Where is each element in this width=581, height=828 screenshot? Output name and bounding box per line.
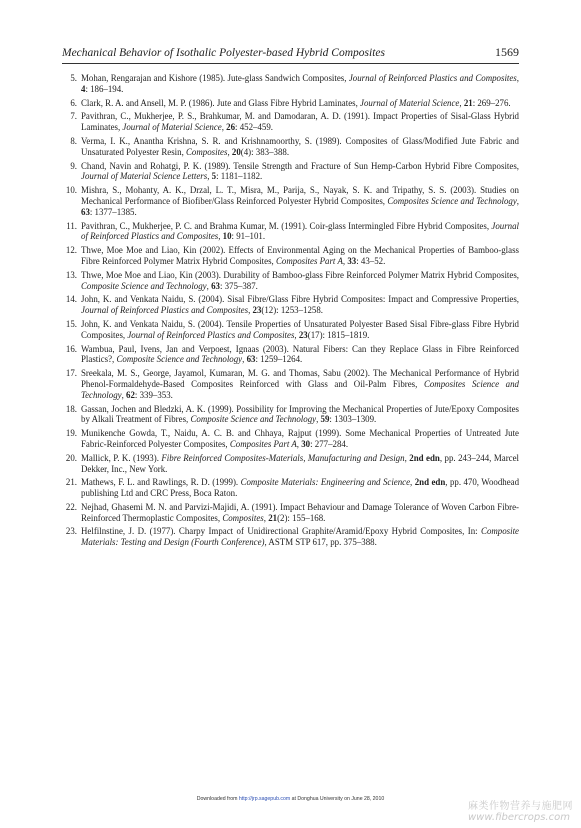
- reference-number: 19.: [65, 428, 77, 439]
- reference-volume: 59: [320, 414, 330, 425]
- reference-item: [62, 477, 519, 499]
- reference-volume: 23: [298, 329, 308, 340]
- reference-segment: : 186–194.: [85, 83, 124, 94]
- reference-volume: 2nd edn: [414, 477, 446, 488]
- reference-text: [81, 319, 519, 341]
- reference-volume: 30: [301, 438, 311, 449]
- reference-source: Composite Science and Technology: [81, 280, 207, 291]
- reference-segment: : 339–353.: [134, 389, 173, 400]
- reference-segment: Wambua, Paul, Ivens, Jan and Verpoest, Ignaas (2003). Natural Fibers: Can they Replace Glass in Fibre Reinforced Plastics?,: [81, 343, 519, 365]
- reference-segment: ,: [316, 414, 321, 425]
- reference-volume: 23: [252, 305, 262, 316]
- reference-source: Composites Part A: [229, 438, 297, 449]
- reference-segment: Pavithran, C., Mukherjee, P. C. and Brahma Kumar, M. (1991). Coir-glass Intermingled Fibre Hybrid Composites,: [81, 220, 492, 231]
- reference-source: Composite Science and Technology: [116, 354, 243, 365]
- reference-volume: 5: [211, 171, 217, 182]
- reference-segment: ,: [221, 122, 227, 133]
- reference-segment: : 1303–1309.: [329, 414, 377, 425]
- reference-source: Composites Science and Technology: [387, 195, 517, 206]
- reference-source: Composites: [222, 512, 264, 523]
- reference-segment: ,: [516, 195, 520, 206]
- reference-number: 6.: [70, 97, 77, 108]
- reference-source: Journal of Material Science: [360, 97, 460, 108]
- reference-segment: John, K. and Venkata Naidu, S. (2004). Sisal Fibre/Glass Fibre Hybrid Composites: Impact and Compressive Properties,: [81, 294, 519, 305]
- reference-segment: Munikenche Gowda, T., Naidu, A. C. B. and Chhaya, Rajput (1999). Some Mechanical Properties of Untreated Jute Fabric-Reinforced Polyester Composites,: [81, 428, 519, 449]
- reference-segment: Pavithran, C., Mukherjee, P. S., Brahkumar, M. and Damodaran, A. D. (1991). Impact Properties of Sisal-Glass Hybrid Laminates,: [81, 111, 519, 133]
- reference-item: [62, 368, 519, 400]
- reference-segment: ,: [242, 354, 247, 365]
- reference-text: [81, 161, 519, 183]
- reference-segment: Thwe, Moe Moe and Liao, Kin (2002). Effects of Environmental Aging on the Mechanical Properties of Bamboo-glass Fibre Reinforced Polymer Matrix Hybrid Composites,: [81, 245, 519, 266]
- reference-volume: 63: [246, 354, 256, 365]
- reference-segment: : 91–101.: [231, 231, 266, 242]
- reference-number: 13.: [65, 269, 77, 280]
- reference-text: [81, 294, 519, 316]
- reference-segment: Sreekala, M. S., George, Jayamol, Kumaran, M. G. and Thomas, Sabu (2002). The Mechanical Performance of Hybrid Phenol-Formaldehyde-Based Composites Reinforced with Glass and Oil-Palm Fibres,: [81, 368, 519, 389]
- reference-text: [81, 502, 519, 524]
- reference-text: [81, 98, 519, 109]
- reference-source: Composite Materials: Engineering and Science: [240, 477, 411, 488]
- reference-source: Journal of Material Science Letters: [81, 171, 208, 182]
- reference-number: 17.: [65, 368, 77, 379]
- reference-number: 12.: [65, 245, 77, 256]
- reference-text: [81, 368, 519, 400]
- reference-segment: Gassan, Jochen and Bledzki, A. K. (1999). Possibility for Improving the Mechanical Properties of Jute/Epoxy Composites by Alkali Treatment of Fibres,: [81, 403, 519, 425]
- reference-segment: Chand, Navin and Rohatgi, P. K. (1989). Tensile Strength and Fracture of Sun Hemp-Carbon Hybrid Fibre Composites,: [81, 160, 519, 171]
- reference-item: [62, 319, 519, 341]
- reference-segment: ,: [296, 438, 302, 449]
- reference-segment: ,: [404, 452, 410, 463]
- watermark-text-cn: 麻类作物营养与施肥网: [468, 801, 573, 812]
- reference-text: [81, 428, 519, 450]
- reference-text: [81, 404, 519, 426]
- reference-text: [81, 111, 519, 133]
- reference-source: Fibre Reinforced Composites-Materials, Manufacturing and Design: [161, 452, 405, 463]
- reference-source: Journal of Material Science: [122, 122, 222, 133]
- reference-segment: : 277–284.: [310, 438, 349, 449]
- reference-segment: : 1377–1385.: [89, 206, 137, 217]
- reference-number: 8.: [70, 135, 77, 146]
- reference-volume: 2nd edn: [409, 452, 440, 463]
- reference-text: [81, 270, 519, 292]
- footer-prefix: Downloaded from: [196, 796, 239, 802]
- reference-text: [81, 73, 519, 95]
- reference-volume: 63: [211, 280, 220, 291]
- reference-volume: 21: [268, 512, 278, 523]
- reference-source: Composites Science and Technology: [81, 378, 519, 400]
- reference-segment: : 452–459.: [235, 122, 274, 133]
- reference-item: [62, 404, 519, 426]
- reference-segment: John, K. and Venkata Naidu, S. (2004). Tensile Properties of Unsaturated Polyester Based Sisal Fibre-glass Fibre Hybrid Composites,: [81, 318, 519, 340]
- footer-suffix: at Donghua University on June 28, 2010: [290, 796, 385, 802]
- reference-item: [62, 221, 519, 243]
- reference-number: 15.: [65, 318, 77, 329]
- reference-source: Composites: [186, 146, 228, 157]
- reference-number: 21.: [65, 477, 77, 488]
- reference-segment: ,: [121, 389, 127, 400]
- reference-volume: 20: [231, 146, 241, 157]
- reference-segment: : 375–387.: [219, 280, 258, 291]
- reference-volume: 62: [126, 389, 135, 400]
- reference-item: [62, 526, 519, 548]
- reference-segment: : 269–276.: [472, 97, 511, 108]
- reference-segment: ,: [342, 255, 348, 266]
- reference-segment: (2): 155–168.: [277, 512, 326, 523]
- reference-text: [81, 344, 519, 366]
- reference-segment: ,: [294, 329, 299, 340]
- reference-segment: Nejhad, Ghasemi M. N. and Parvizi-Majidi, A. (1991). Impact Behaviour and Damage Tolerance of Woven Carbon Fibre-Reinforced Thermoplastic Composites,: [81, 501, 519, 523]
- reference-segment: Mishra, S., Mohanty, A. K., Drzal, L. T., Misra, M., Parija, S., Nayak, S. K. and Tripathy, S. S. (2003). Studies on Mechanical Performance of Biofiber/Glass Reinforced Polyester Hybrid Composites,: [81, 185, 519, 206]
- reference-source: Composite Science and Technology: [190, 414, 317, 425]
- reference-item: [62, 245, 519, 267]
- reference-segment: Verma, I. K., Anantha Krishna, S. R. and Krishnamoorthy, S. (1989). Composites of Glass/Modified Jute Fabric and Unsaturated Polyester Resin,: [81, 135, 519, 157]
- reference-text: [81, 453, 519, 475]
- reference-number: 5.: [70, 73, 77, 83]
- reference-segment: Thwe, Moe Moe and Liao, Kin (2003). Durability of Bamboo-glass Fibre Reinforced Polymer Matrix Hybrid Composites,: [81, 269, 519, 280]
- running-header: [62, 45, 519, 64]
- reference-segment: ,: [459, 97, 464, 108]
- reference-text: [81, 185, 519, 217]
- reference-item: [62, 428, 519, 450]
- reference-segment: Clark, R. A. and Ansell, M. P. (1986). Jute and Glass Fibre Hybrid Laminates,: [81, 97, 361, 108]
- page-number: 1569: [495, 45, 519, 59]
- reference-source: Composite Materials: Testing and Design (Fourth Conference): [81, 526, 519, 548]
- reference-number: 14.: [65, 294, 77, 305]
- footer-link[interactable]: http://jrp.sagepub.com: [238, 796, 291, 802]
- reference-item: [62, 344, 519, 366]
- reference-segment: ,: [227, 146, 232, 157]
- reference-segment: : 1181–1182.: [216, 171, 263, 182]
- reference-item: [62, 270, 519, 292]
- reference-number: 18.: [65, 403, 77, 414]
- reference-source: Journal of Reinforced Plastics and Composites: [348, 73, 517, 83]
- reference-volume: 63: [81, 206, 90, 217]
- watermark-url: www.fibercrops.com: [468, 812, 570, 823]
- reference-item: [62, 98, 519, 109]
- reference-source: Composites Part A: [275, 255, 343, 266]
- reference-source: Journal of Reinforced Plastics and Composites: [81, 305, 249, 316]
- reference-segment: : 1259–1264.: [255, 354, 303, 365]
- reference-source: Journal of Reinforced Plastics and Composites: [81, 220, 519, 242]
- reference-item: [62, 136, 519, 158]
- reference-segment: ,: [516, 73, 519, 83]
- reference-text: [81, 136, 519, 158]
- reference-segment: Mathews, F. L. and Rawlings, R. D. (1999).: [81, 477, 241, 488]
- reference-text: [81, 526, 519, 548]
- reference-item: [62, 294, 519, 316]
- reference-segment: ,: [206, 280, 212, 291]
- reference-item: [62, 111, 519, 133]
- reference-segment: ,: [218, 231, 223, 242]
- reference-number: 23.: [65, 526, 77, 537]
- reference-volume: 21: [463, 97, 473, 108]
- reference-number: 22.: [65, 501, 77, 512]
- reference-segment: , ASTM STP 617, pp. 375–388.: [264, 537, 377, 548]
- reference-volume: 33: [347, 255, 357, 266]
- reference-segment: (12): 1253–1258.: [261, 305, 324, 316]
- reference-segment: ,: [410, 477, 415, 488]
- reference-number: 9.: [70, 160, 77, 171]
- reference-number: 11.: [66, 220, 77, 231]
- reference-volume: 26: [226, 122, 236, 133]
- reference-segment: (17): 1815–1819.: [307, 329, 370, 340]
- reference-item: [62, 185, 519, 217]
- reference-segment: Mallick, P. K. (1993).: [81, 452, 162, 463]
- reference-item: [62, 73, 519, 95]
- reference-segment: : 43–52.: [356, 255, 386, 266]
- reference-segment: ,: [263, 512, 269, 523]
- reference-number: 7.: [70, 111, 77, 122]
- reference-item: [62, 502, 519, 524]
- reference-segment: Mohan, Rengarajan and Kishore (1985). Jute-glass Sandwich Composites,: [81, 73, 349, 83]
- reference-source: Journal of Reinforced Plastics and Composites: [127, 329, 295, 340]
- reference-segment: , pp. 243–244, Marcel Dekker, Inc., New York.: [81, 452, 519, 474]
- reference-item: [62, 453, 519, 475]
- reference-item: [62, 161, 519, 183]
- reference-number: 16.: [65, 343, 77, 354]
- reference-text: [81, 221, 519, 243]
- reference-segment: Helfilnstine, J. D. (1977). Charpy Impact of Unidirectional Graphite/Aramid/Epoxy Hybrid Composites, In:: [81, 526, 482, 537]
- reference-volume: 4: [81, 83, 86, 94]
- reference-volume: 10: [222, 231, 232, 242]
- reference-text: [81, 245, 519, 267]
- reference-text: [81, 477, 519, 499]
- watermark: [468, 797, 573, 823]
- reference-list: [62, 73, 519, 551]
- reference-segment: ,: [207, 171, 212, 182]
- reference-segment: , pp. 470, Woodhead publishing Ltd and CRC Press, Boca Raton.: [81, 477, 520, 499]
- reference-segment: ,: [248, 305, 253, 316]
- reference-segment: (4): 383–388.: [240, 146, 290, 157]
- running-title: Mechanical Behavior of Isothalic Polyester-based Hybrid Composites: [62, 47, 385, 59]
- reference-number: 20.: [65, 452, 77, 463]
- reference-number: 10.: [65, 185, 77, 196]
